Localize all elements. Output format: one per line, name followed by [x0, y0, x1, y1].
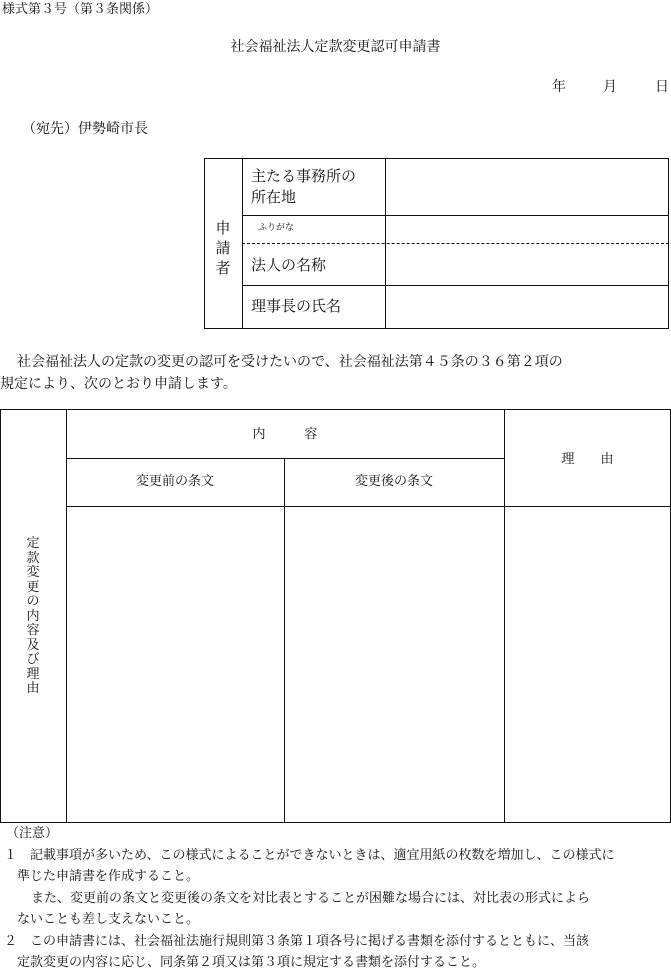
note-1-line-1: １ 記載事項が多いため、この様式によることができないときは、適宜用紙の枚数を増加し、この様式に — [4, 847, 615, 863]
addressee: （宛先）伊勢崎市長 — [22, 121, 148, 137]
side-label-char: 更 — [26, 579, 40, 595]
side-label-char: 容 — [26, 623, 40, 638]
note-2-line-2: 定款変更の内容に応じ、同条第２項又は第３項に規定する書類を添付すること。 — [17, 955, 486, 970]
note-1-line-2: 準じた申請書を作成すること。 — [17, 869, 200, 884]
applicant-label-char: 請 — [215, 239, 231, 257]
office-label-line1: 主たる事務所の — [251, 167, 357, 185]
side-label-char: 理 — [26, 666, 40, 682]
note-2-line-1: ２ この申請書には、社会福祉法施行規則第３条第１項各号に掲げる書類を添付するとともに、当該 — [4, 933, 590, 949]
page-title: 社会福祉法人定款変更認可申請書 — [230, 39, 441, 55]
furigana-field[interactable] — [390, 218, 664, 240]
reason-text-area[interactable] — [509, 511, 666, 817]
office-address-field[interactable] — [390, 162, 664, 212]
date-month-label: 月 — [603, 79, 617, 95]
change-table-side-label — [0, 537, 66, 697]
statement-line-2: 規定により、次のとおり申請します。 — [0, 376, 237, 392]
corp-name-field[interactable] — [390, 248, 664, 282]
note-1-line-4: ないことも差し支えないこと。 — [17, 912, 200, 927]
before-header: 変更前の条文 — [135, 474, 214, 489]
side-label-char: 定 — [26, 536, 40, 551]
reason-header: 理 由 — [561, 452, 614, 467]
corp-name-label: 法人の名称 — [251, 256, 327, 274]
statement-line-1: 社会福祉法人の定款の変更の認可を受けたいので、社会福祉法第４５条の３６第２項の — [17, 354, 563, 370]
chairman-label: 理事長の氏名 — [251, 297, 342, 315]
applicant-table — [204, 158, 669, 329]
side-label-char: 由 — [26, 681, 40, 696]
office-label-line2: 所在地 — [251, 188, 297, 206]
side-label-char: 内 — [26, 608, 40, 624]
after-text-area[interactable] — [289, 511, 499, 817]
notes — [0, 823, 671, 974]
before-text-area[interactable] — [70, 511, 280, 817]
side-label-char: 款 — [26, 550, 40, 566]
side-label-char: 及 — [26, 637, 40, 653]
furigana-label: ふりがな — [258, 223, 295, 233]
applicant-side-label — [204, 218, 242, 278]
side-label-char: び — [26, 652, 40, 667]
form-number: 様式第３号（第３条関係） — [2, 2, 159, 17]
applicant-label-char: 申 — [215, 219, 231, 237]
side-label-char: の — [26, 594, 40, 609]
change-table — [0, 409, 671, 823]
applicant-label-char: 者 — [215, 259, 231, 277]
after-header: 変更後の条文 — [354, 474, 433, 489]
statement — [0, 351, 671, 395]
chairman-name-field[interactable] — [390, 289, 664, 325]
note-1-line-3: また、変更前の条文と変更後の条文を対比表とすることが困難な場合には、対比表の形式によら — [31, 890, 591, 906]
notes-heading: （注意） — [6, 826, 59, 841]
content-header: 内 容 — [252, 427, 318, 442]
date-year-label: 年 — [552, 79, 566, 95]
date-day-label: 日 — [655, 79, 669, 95]
side-label-char: 変 — [26, 565, 40, 580]
